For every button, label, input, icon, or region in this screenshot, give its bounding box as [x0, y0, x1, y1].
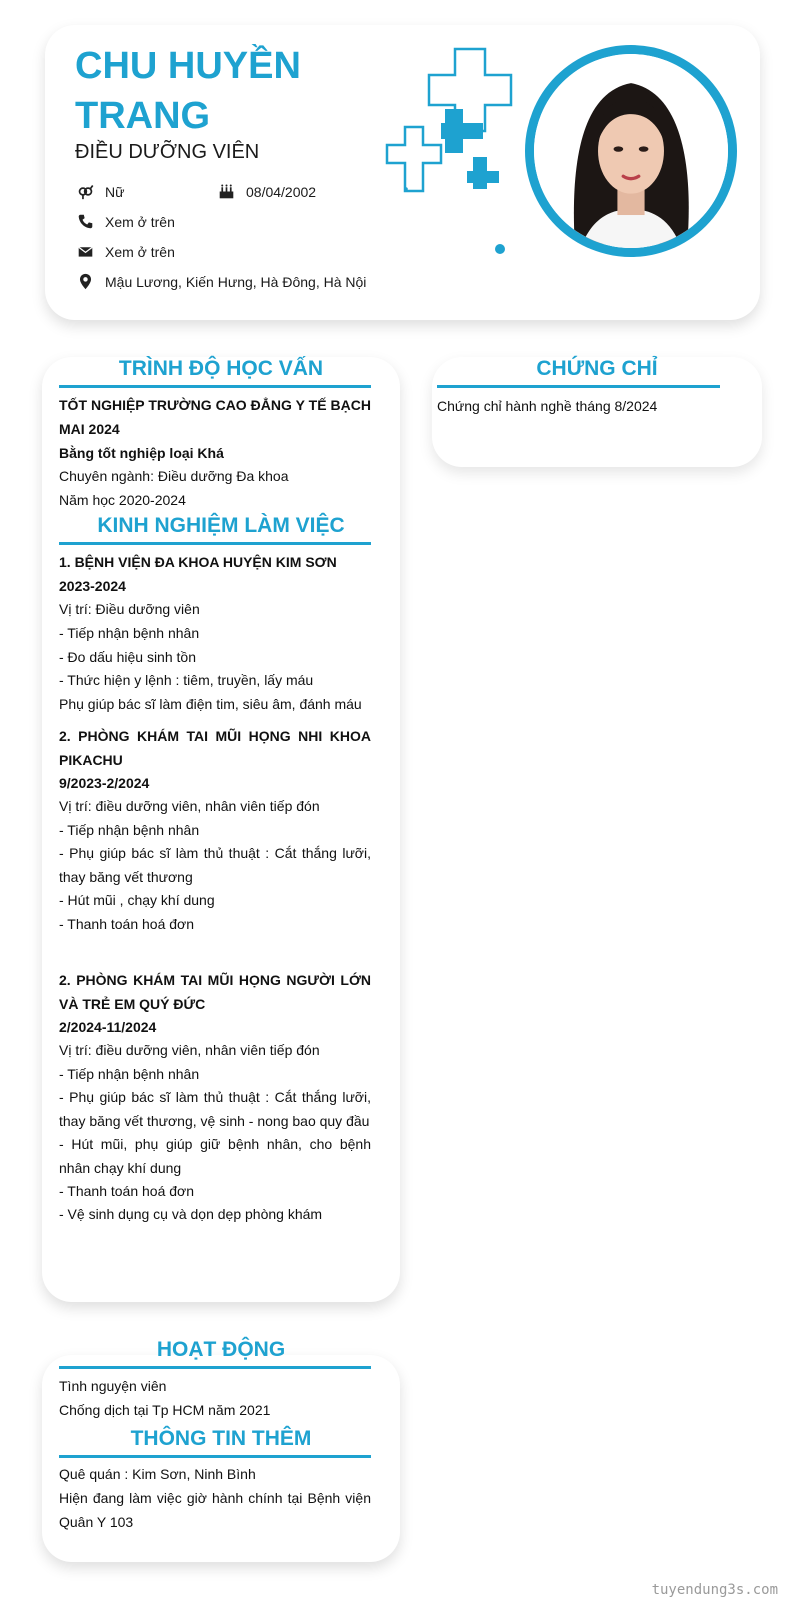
- education-school: TỐT NGHIỆP TRƯỜNG CAO ĐẲNG Y TẾ BẠCH MAI 2024: [59, 397, 371, 437]
- job-line: - Thức hiện y lệnh : tiêm, truyền, lấy máu: [59, 672, 314, 688]
- gender-row: [77, 183, 124, 200]
- email-icon: [77, 243, 94, 260]
- education-title-underline: [59, 385, 371, 388]
- additional-info-section-title: THÔNG TIN THÊM: [130, 1427, 312, 1450]
- job-line: - Hút mũi, phụ giúp giữ bệnh nhân, cho bệnh nhân chạy khí dung: [59, 1136, 371, 1176]
- job-line: - Thanh toán hoá đơn: [59, 916, 195, 932]
- avatar: [525, 45, 737, 257]
- job-company: 2. PHÒNG KHÁM TAI MŨI HỌNG NHI KHOA PIKACHU: [59, 728, 371, 768]
- education-years: Năm học 2020-2024: [59, 492, 186, 508]
- experience-section-title: KINH NGHIỆM LÀM VIỆC: [97, 514, 345, 537]
- activities-info-card: [42, 1338, 400, 1562]
- activities-section-title: HOẠT ĐỘNG: [156, 1338, 286, 1361]
- job-company: 2. PHÒNG KHÁM TAI MŨI HỌNG NGƯỜI LỚN VÀ TRẺ EM QUÝ ĐỨC: [59, 972, 371, 1012]
- birthday-row: [218, 183, 316, 200]
- job-line: - Đo dấu hiệu sinh tồn: [59, 649, 196, 665]
- candidate-name: CHU HUYỀN TRANG: [75, 45, 301, 137]
- additional-info-item: Quê quán : Kim Sơn, Ninh Bình: [59, 1466, 256, 1482]
- education-section-title: TRÌNH ĐỘ HỌC VẤN: [118, 357, 324, 380]
- job-line: - Tiếp nhận bệnh nhân: [59, 625, 200, 641]
- job-period: 2023-2024: [59, 578, 126, 594]
- activity-item: Tình nguyện viên: [59, 1378, 167, 1394]
- additional-info-title-underline: [59, 1455, 371, 1458]
- job-line: Vị trí: Điều dưỡng viên: [59, 601, 200, 617]
- job-line: - Thanh toán hoá đơn: [59, 1183, 195, 1199]
- job-line: Vị trí: điều dưỡng viên, nhân viên tiếp đón: [59, 798, 320, 814]
- portrait-photo: [534, 54, 728, 248]
- birthday-cake-icon: [218, 183, 235, 200]
- email-value: Xem ở trên: [105, 243, 175, 260]
- address-value: Mậu Lương, Kiến Hưng, Hà Đông, Hà Nội: [105, 273, 367, 290]
- phone-icon: [77, 213, 94, 230]
- job-line: - Vệ sinh dụng cụ và dọn dẹp phòng khám: [59, 1206, 323, 1222]
- education-degree: Bằng tốt nghiệp loại Khá: [59, 445, 224, 461]
- job-period: 2/2024-11/2024: [59, 1019, 157, 1035]
- job-line: - Phụ giúp bác sĩ làm thủ thuật : Cắt thắng lưỡi, thay băng vết thương, vệ sinh - nong bao quy đầu: [59, 1089, 371, 1129]
- certificates-section-title: CHỨNG CHỈ: [536, 357, 658, 380]
- job-title: ĐIỀU DƯỠNG VIÊN: [75, 141, 260, 163]
- address-row: [77, 273, 366, 290]
- watermark: tuyendung3s.com: [651, 1582, 778, 1598]
- job-company: 1. BỆNH VIỆN ĐA KHOA HUYỆN KIM SƠN: [59, 554, 337, 570]
- email-row: [77, 243, 175, 260]
- birthday-value: 08/04/2002: [246, 183, 317, 200]
- job-line: - Hút mũi , chạy khí dung: [59, 892, 215, 908]
- job-period: 9/2023-2/2024: [59, 775, 150, 791]
- experience-title-underline: [59, 542, 371, 545]
- activities-title-underline: [59, 1366, 371, 1369]
- education-major: Chuyên ngành: Điều dưỡng Đa khoa: [59, 468, 289, 484]
- gender-value: Nữ: [105, 183, 125, 200]
- job-line: Phụ giúp bác sĩ làm điện tim, siêu âm, đánh máu: [59, 696, 362, 712]
- gender-icon: [77, 183, 94, 200]
- activity-item: Chống dịch tại Tp HCM năm 2021: [59, 1402, 271, 1418]
- certificates-title-underline: [437, 385, 720, 388]
- job-line: - Tiếp nhận bệnh nhân: [59, 822, 200, 838]
- additional-info-item: Hiện đang làm việc giờ hành chính tại Bệnh viện Quân Y 103: [59, 1490, 371, 1530]
- job-line: - Tiếp nhận bệnh nhân: [59, 1066, 200, 1082]
- job-line: - Phụ giúp bác sĩ làm thủ thuật : Cắt thắng lưỡi, thay băng vết thương: [59, 845, 371, 885]
- certificates-card: [432, 357, 762, 467]
- certificate-item: Chứng chỉ hành nghề tháng 8/2024: [437, 398, 658, 414]
- profile-header: [45, 25, 760, 320]
- job-line: Vị trí: điều dưỡng viên, nhân viên tiếp đón: [59, 1042, 320, 1058]
- education-experience-card: [42, 357, 400, 1302]
- phone-value: Xem ở trên: [105, 213, 175, 230]
- phone-row: [77, 213, 175, 230]
- location-pin-icon: [77, 273, 94, 290]
